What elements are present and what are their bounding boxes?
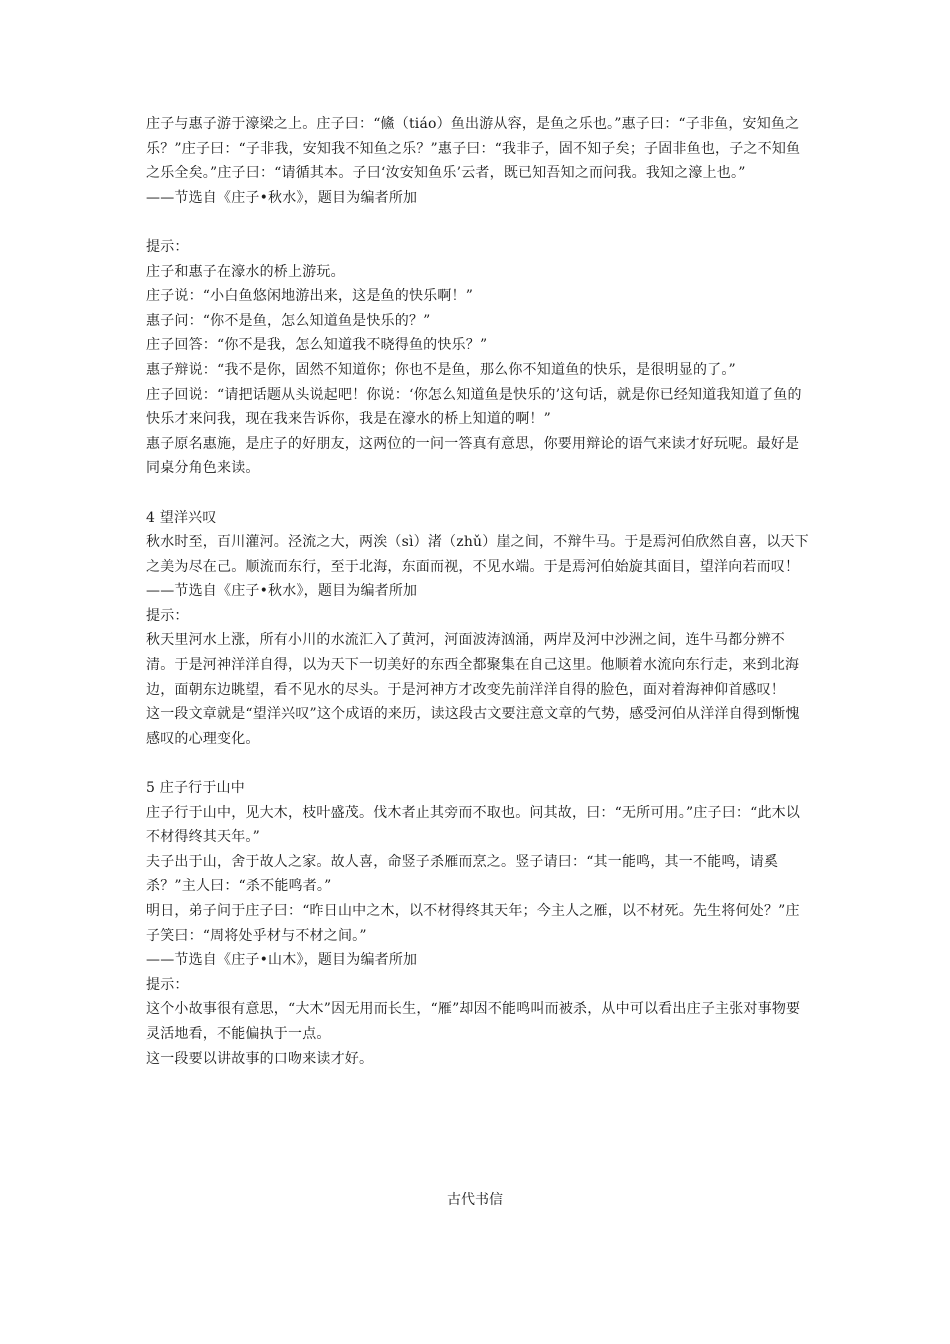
hint-label: 提示： <box>146 238 189 255</box>
classical-text: 明日，弟子问于庄子曰：“昨日山中之木，以不材得终其天年；今主人之雁，以不材死。先生将何处？”庄子笑曰：“周将处乎材与不材之间。” <box>146 903 800 944</box>
hint-paragraph: 庄子说：“小白鱼悠闲地游出来，这是鱼的快乐啊！” <box>146 288 474 305</box>
source-note: ——节选自《庄子•秋水》，题目为编者所加 <box>146 189 418 206</box>
hint-paragraph: 庄子回答：“你不是我，怎么知道我不晓得鱼的快乐？” <box>146 337 488 354</box>
hint-paragraph: 惠子辩说：“我不是你，固然不知道你；你也不是鱼，那么你不知道鱼的快乐，是很明显的了。” <box>146 361 736 378</box>
hint-paragraph: 惠子原名惠施，是庄子的好朋友，这两位的一问一答真有意思，你要用辩论的语气来读才好玩呢。最好是同桌分角色来读。 <box>146 435 800 477</box>
section-wangyang <box>146 506 810 752</box>
hint-paragraph: 这个小故事很有意思，“大木”因无用而长生，“雁”却因不能鸣叫而被杀，从中可以看出庄子主张对事物要灵活地看，不能偏执于一点。 <box>146 1001 801 1042</box>
hint-paragraph: 秋天里河水上涨，所有小川的水流汇入了黄河，河面波涛汹涌，两岸及河中沙洲之间，连牛马都分辨不清。于是河神洋洋自得，以为天下一切美好的东西全都聚集在自己这里。他顺着水流向东行走，来到北海边，面朝东边眺望，看不见水的尽头。于是河神方才改变先前洋洋自得的脸色，面对着海神仰首感叹！ <box>146 632 800 698</box>
hint-label: 提示： <box>146 607 189 624</box>
classical-text: 庄子与惠子游于濠梁之上。庄子曰：“鯈（tiáo）鱼出游从容，是鱼之乐也。”惠子曰：“子非鱼，安知鱼之乐？”庄子曰：“子非我，安知我不知鱼之乐？”惠子曰：“我非子，固不知子矣；子固非鱼也，子之不知鱼之乐全矣。”庄子曰：“请循其本。子曰‘汝安知鱼乐’云者，既已知吾知之而问我。我知之濠上也。” <box>146 116 801 182</box>
source-note: ——节选自《庄子•山木》，题目为编者所加 <box>146 952 418 969</box>
hint-paragraph: 这一段文章就是“望洋兴叹”这个成语的来历，读这段古文要注意文章的气势，感受河伯从洋洋自得到惭愧感叹的心理变化。 <box>146 706 800 747</box>
hint-paragraph: 惠子问：“你不是鱼，怎么知道鱼是快乐的？” <box>146 312 431 329</box>
next-section-heading: 古代书信 <box>447 1192 503 1208</box>
document-body <box>146 112 810 1071</box>
hint-paragraph: 庄子回说：“请把话题从头说起吧！你说：‘你怎么知道鱼是快乐的’这句话，就是你已经知道我知道了鱼的快乐才来问我，现在我来告诉你，我是在濠水的桥上知道的啊！” <box>146 386 802 428</box>
section-title: 4 望洋兴叹 <box>146 509 217 526</box>
classical-text: 夫子出于山，舍于故人之家。故人喜，命竖子杀雁而烹之。竖子请曰：“其一能鸣，其一不能鸣，请奚杀？”主人曰：“杀不能鸣者。” <box>146 853 779 895</box>
section-title: 5 庄子行于山中 <box>146 780 245 797</box>
hint-paragraph: 庄子和惠子在濠水的桥上游玩。 <box>146 263 345 280</box>
classical-text: 庄子行于山中，见大木，枝叶盛茂。伐木者止其旁而不取也。问其故，曰：“无所可用。”庄子曰：“此木以不材得终其天年。” <box>146 804 801 846</box>
section-shanzhong <box>146 776 810 1071</box>
section-haoliang <box>146 112 810 481</box>
source-note: ——节选自《庄子•秋水》，题目为编者所加 <box>146 583 418 600</box>
classical-text: 秋水时至，百川灌河。泾流之大，两涘（sì）渚（zhǔ）崖之间，不辩牛马。于是焉河伯欣然自喜，以天下之美为尽在己。顺流而东行，至于北海，东面而视，不见水端。于是焉河伯始旋其面目，望洋向若而叹！ <box>146 534 809 575</box>
hint-label: 提示： <box>146 976 189 993</box>
hint-paragraph: 这一段要以讲故事的口吻来读才好。 <box>146 1050 374 1067</box>
